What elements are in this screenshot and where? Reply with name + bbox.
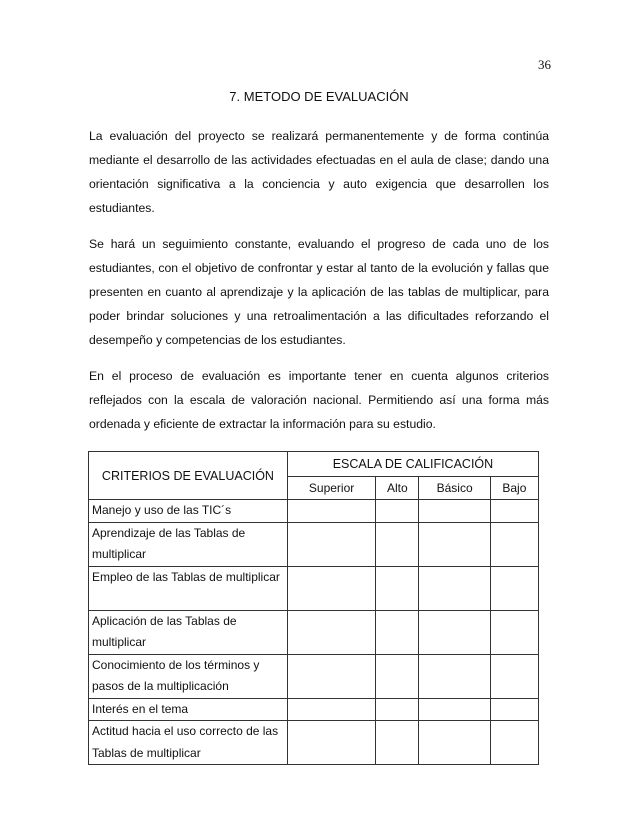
criterion-cell: Conocimiento de los términos y pasos de la multiplicación [89,654,288,698]
level-basico-header: Básico [419,477,490,500]
paragraph-follow-up: Se hará un seguimiento constante, evaluando el progreso de cada uno de los estudiantes, con el objetivo de confrontar y estar al tanto de la evolución y fallas que presenten en cuanto al aprendizaje y la aplicación de las tablas de multiplicar, para poder brindar soluciones y una retroalimentación a las dificultades reforzando el desempeño y competencias de los estudiantes. [89,237,549,347]
table-row [89,698,539,721]
alto-cell [376,610,419,654]
bajo-cell [490,610,538,654]
criterion-cell: Manejo y uso de las TIC´s [89,500,288,523]
superior-cell [287,566,375,610]
basico-cell [419,721,490,765]
table-row [89,721,539,765]
superior-cell [287,500,375,523]
table-row [89,610,539,654]
criterion-cell: Interés en el tema [89,698,288,721]
alto-cell [376,522,419,566]
criterion-cell: Empleo de las Tablas de multiplicar [89,566,288,610]
criterion-cell: Aplicación de las Tablas de multiplicar [89,610,288,654]
bajo-cell [490,500,538,523]
paragraph-evaluation: La evaluación del proyecto se realizará permanentemente y de forma continúa mediante el desarrollo de las actividades efectuadas en el aula de clase; dando una orientación significativa a la conciencia y auto exigencia que desarrollen los estudiantes. [89,129,549,215]
table-row [89,500,539,523]
superior-cell [287,610,375,654]
bajo-cell [490,721,538,765]
bajo-cell [490,566,538,610]
page-number: 36 [538,57,551,72]
superior-cell [287,654,375,698]
basico-cell [419,500,490,523]
table-row [89,566,539,610]
alto-cell [376,721,419,765]
bajo-cell [490,654,538,698]
paragraph-criteria: En el proceso de evaluación es importante tener en cuenta algunos criterios reflejados con la escala de valoración nacional. Permitiendo así una forma más ordenada y eficiente de extractar la información para su estudio. [89,369,549,431]
evaluation-criteria-table [88,451,539,765]
basico-cell [419,522,490,566]
bajo-cell [490,522,538,566]
criterion-cell: Actitud hacia el uso correcto de las Tablas de multiplicar [89,721,288,765]
level-bajo-header: Bajo [490,477,538,500]
criterion-cell: Aprendizaje de las Tablas de multiplicar [89,522,288,566]
basico-cell [419,566,490,610]
table-row [89,654,539,698]
level-superior-header: Superior [287,477,375,500]
superior-cell [287,522,375,566]
alto-cell [376,654,419,698]
table-row [89,522,539,566]
basico-cell [419,654,490,698]
scale-header: ESCALA DE CALIFICACIÓN [287,452,538,477]
bajo-cell [490,698,538,721]
alto-cell [376,566,419,610]
basico-cell [419,610,490,654]
alto-cell [376,698,419,721]
alto-cell [376,500,419,523]
superior-cell [287,698,375,721]
section-heading: 7. METODO DE EVALUACIÓN [229,89,409,104]
basico-cell [419,698,490,721]
criteria-header: CRITERIOS DE EVALUACIÓN [89,452,288,500]
superior-cell [287,721,375,765]
level-alto-header: Alto [376,477,419,500]
